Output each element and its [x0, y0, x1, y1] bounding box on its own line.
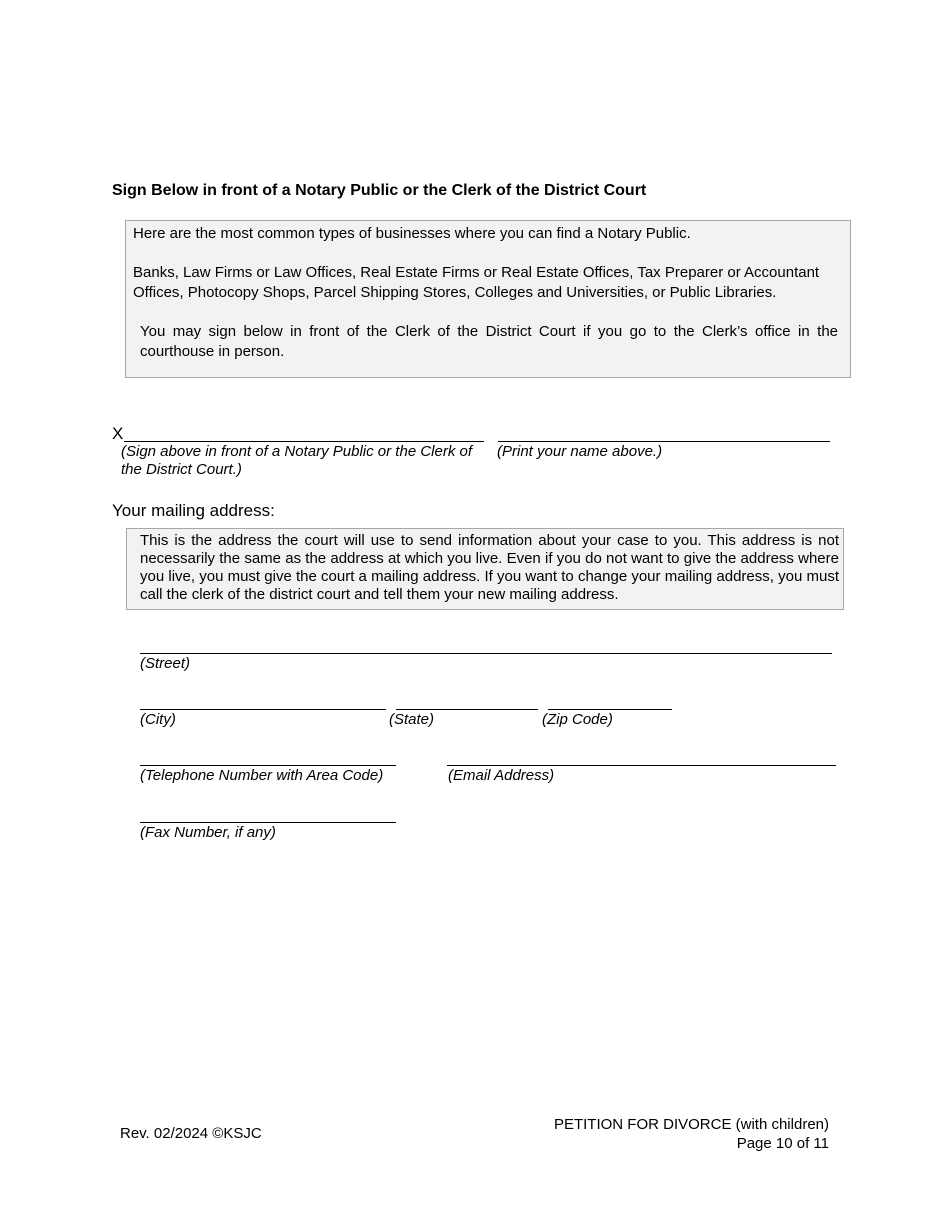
notary-businesses-text: Banks, Law Firms or Law Offices, Real Estate Firms or Real Estate Offices, Tax Preparer or Accountant Offices, Photocopy Shops, Parcel Shipping Stores, Colleges and Universities, or Public Libraries. — [133, 264, 820, 301]
print-name-line[interactable] — [498, 441, 830, 442]
footer-page-number: Page 10 of 11 — [736, 1135, 829, 1152]
footer-form-info — [554, 1115, 829, 1153]
telephone-line[interactable] — [140, 765, 396, 766]
city-line[interactable] — [140, 709, 386, 710]
zip-line[interactable] — [548, 709, 672, 710]
signature-caption: (Sign above in front of a Notary Public or the Clerk of the District Court.) — [121, 443, 473, 478]
email-caption: (Email Address) — [448, 767, 555, 784]
footer-revision: Rev. 02/2024 ©KSJC — [120, 1125, 262, 1142]
clerk-note-text: You may sign below in front of the Clerk of the District Court if you go to the Clerk’s office in the courthouse in person. — [140, 323, 838, 360]
email-line[interactable] — [447, 765, 836, 766]
street-line[interactable] — [140, 653, 832, 654]
mailing-address-label: Your mailing address: — [112, 501, 275, 520]
page-heading: Sign Below in front of a Notary Public or the Clerk of the District Court — [112, 182, 647, 199]
zip-caption: (Zip Code) — [542, 711, 613, 728]
signature-line[interactable] — [124, 441, 484, 442]
print-name-caption: (Print your name above.) — [497, 443, 663, 460]
fax-caption: (Fax Number, if any) — [140, 824, 276, 841]
street-caption: (Street) — [140, 655, 191, 672]
mailing-info-box — [126, 528, 844, 610]
state-line[interactable] — [396, 709, 538, 710]
fax-line[interactable] — [140, 822, 396, 823]
mailing-info-text: This is the address the court will use to send information about your case to you. This address is not necessarily the same as the address at which you live. Even if you do not want to give the address where you live, you must give the court a mailing address. If you want to change your mailing address, you must call the clerk of the district court and tell them your new mailing address. — [140, 532, 839, 603]
notary-info-box — [125, 220, 851, 378]
notary-intro-text: Here are the most common types of businesses where you can find a Notary Public. — [133, 225, 691, 242]
telephone-caption: (Telephone Number with Area Code) — [140, 767, 384, 784]
state-caption: (State) — [389, 711, 435, 728]
footer-form-title: PETITION FOR DIVORCE (with children) — [553, 1116, 829, 1133]
signature-x-mark: X — [112, 424, 124, 443]
city-caption: (City) — [140, 711, 176, 728]
